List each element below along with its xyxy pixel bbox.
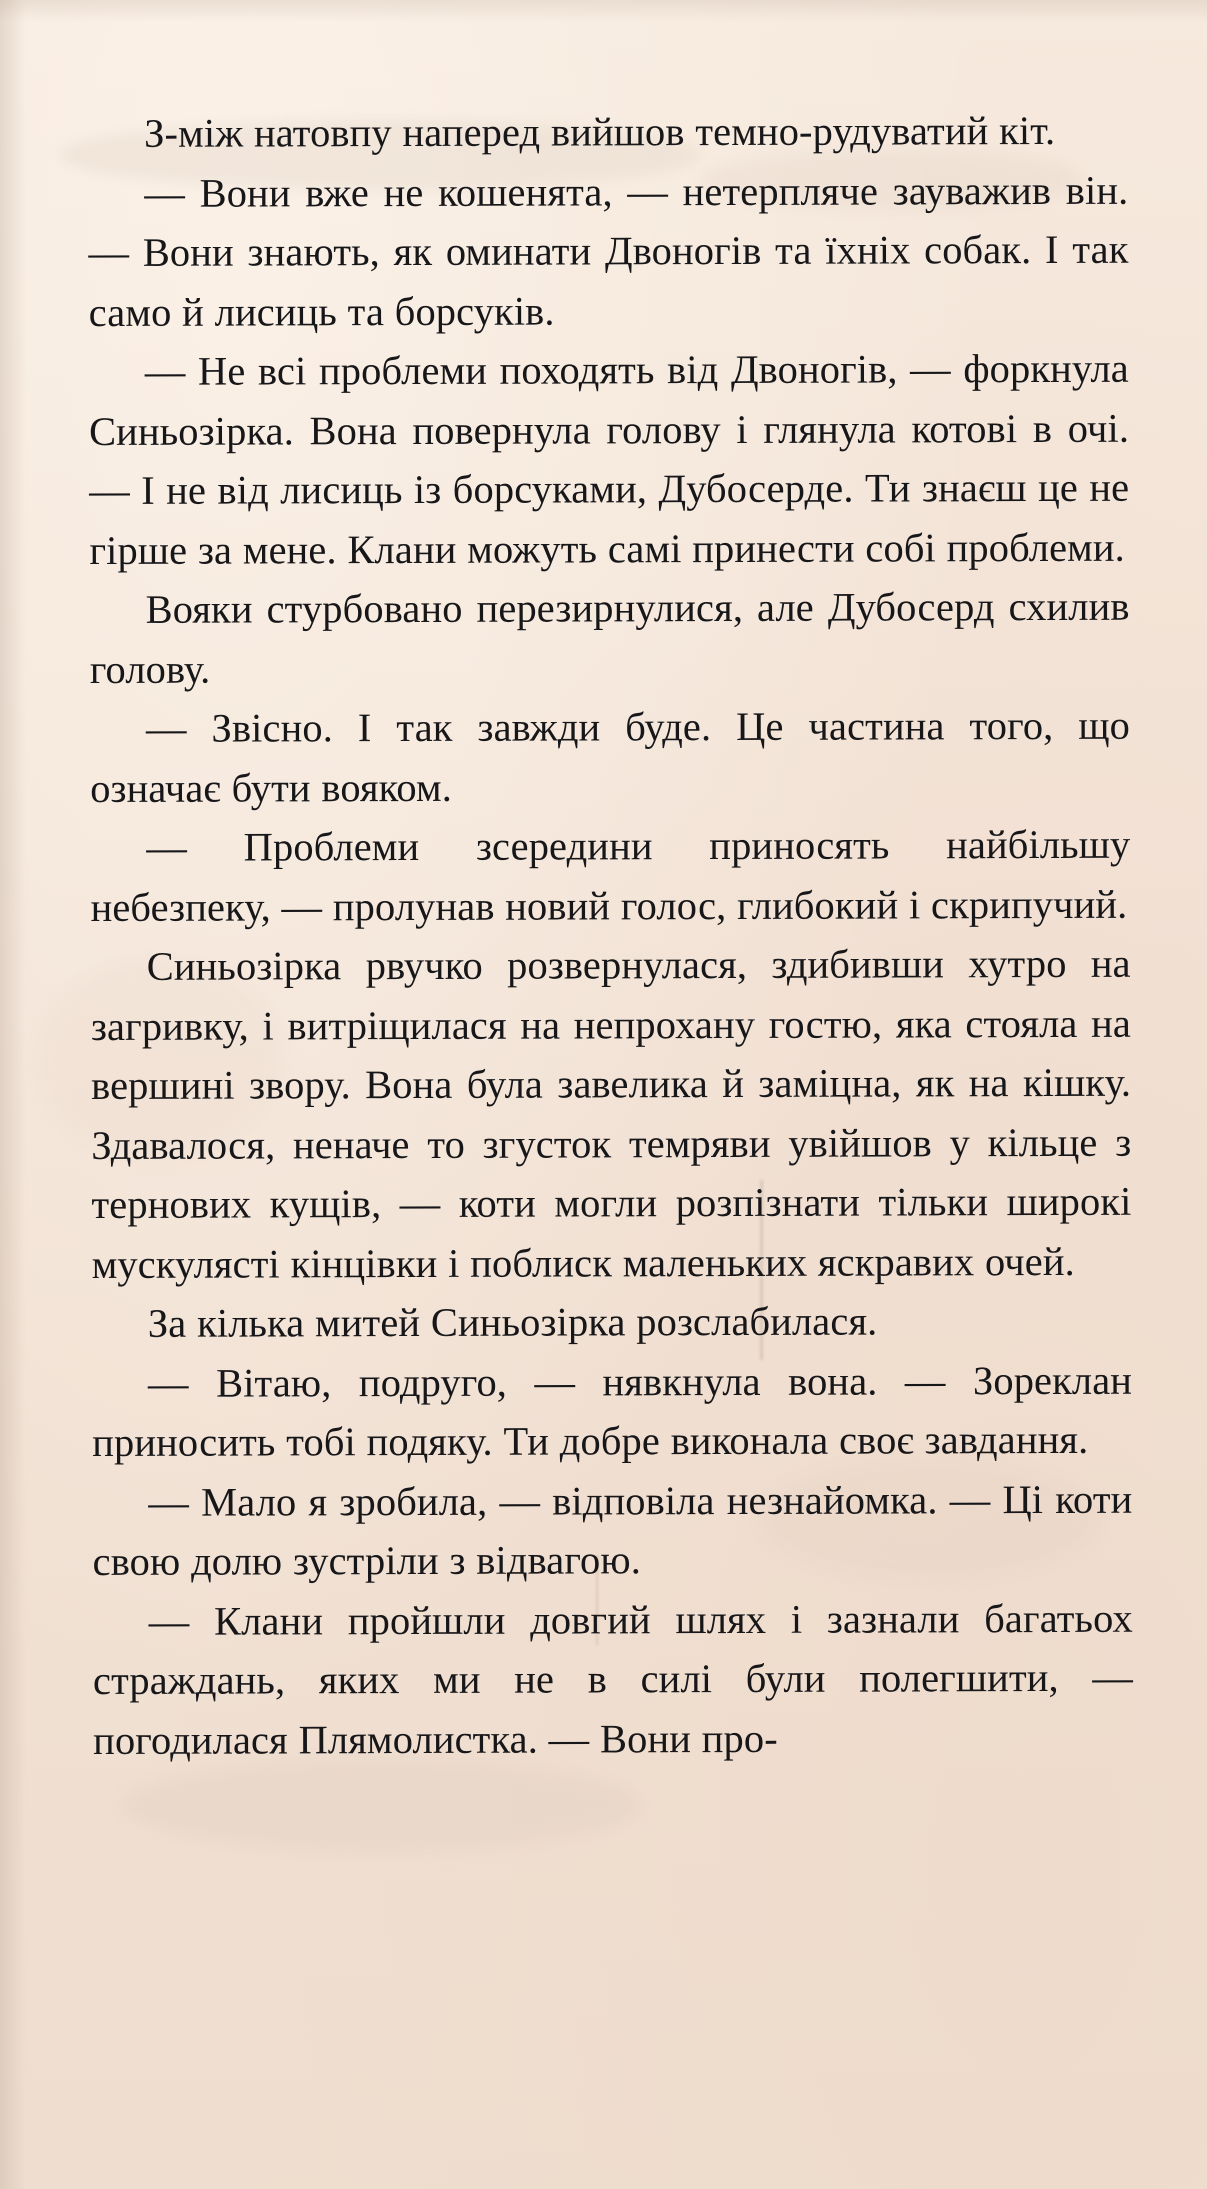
paragraph: — Мало я зробила, — відповіла незнайомка. — Ці коти свою долю зустріли з відвагою. [92,1476,1133,1584]
paper-blotch [120,1760,640,1850]
paragraph: — Звісно. І так завжди буде. Це частина того, що означає бути вояком. [90,702,1131,811]
paragraph: За кілька митей Синьозірка розслабилася. [147,1298,878,1346]
paragraph: — Вони вже не кошенята, — нетерпляче зауважив він. — Вони знають, як оминати Двоногів та їхніх собак. І так само й лисиць та борсуків. [88,167,1129,335]
paragraph: — Вітаю, подруго, — нявкнула вона. — Зореклан приносить тобі подяку. Ти добре виконала своє завдання. [92,1357,1133,1465]
paragraph: — Клани пройшли довгий шлях і зазнали багатьох страждань, яких ми не в силі були полегшити, — погодилася Плямолистка. — Вони про- [92,1595,1134,1763]
body-text [88,101,1133,1770]
paragraph: Синьозірка рвучко розвернулася, здибивши хутро на загривку, і витріщилася на непрохану гостю, яка стояла на вершині звору. Вона була завелика й заміцна, як на кішку. Здавалося, неначе то згусток темряви увійшов у кільце з тернових кущів, — коти могли розпізнати тільки широкі мускулясті кінцівки і поблиск маленьких яскравих очей. [90,940,1132,1287]
page-edge-shadow-top [0,0,1207,22]
paragraph: З-між натовпу наперед вийшов темно-рудуватий кіт. [144,107,1056,156]
paragraph: — Не всі проблеми походять від Двоногів, — форкнула Синьозірка. Вона повернула голову і глянула котові в очі. — І не від лисиць із борсуками, Дубосерде. Ти знаєш це не гірше за мене. Клани можуть самі принести собі проблеми. [88,345,1130,573]
page-edge-shadow-left [0,0,26,2189]
paragraph: Вояки стурбовано перезирнулися, але Дубосерд схилив голову. [89,583,1130,692]
paragraph: — Проблеми зсередини приносять найбільшу небезпеку, — пролунав новий голос, глибокий і скрипучий. [90,821,1131,930]
